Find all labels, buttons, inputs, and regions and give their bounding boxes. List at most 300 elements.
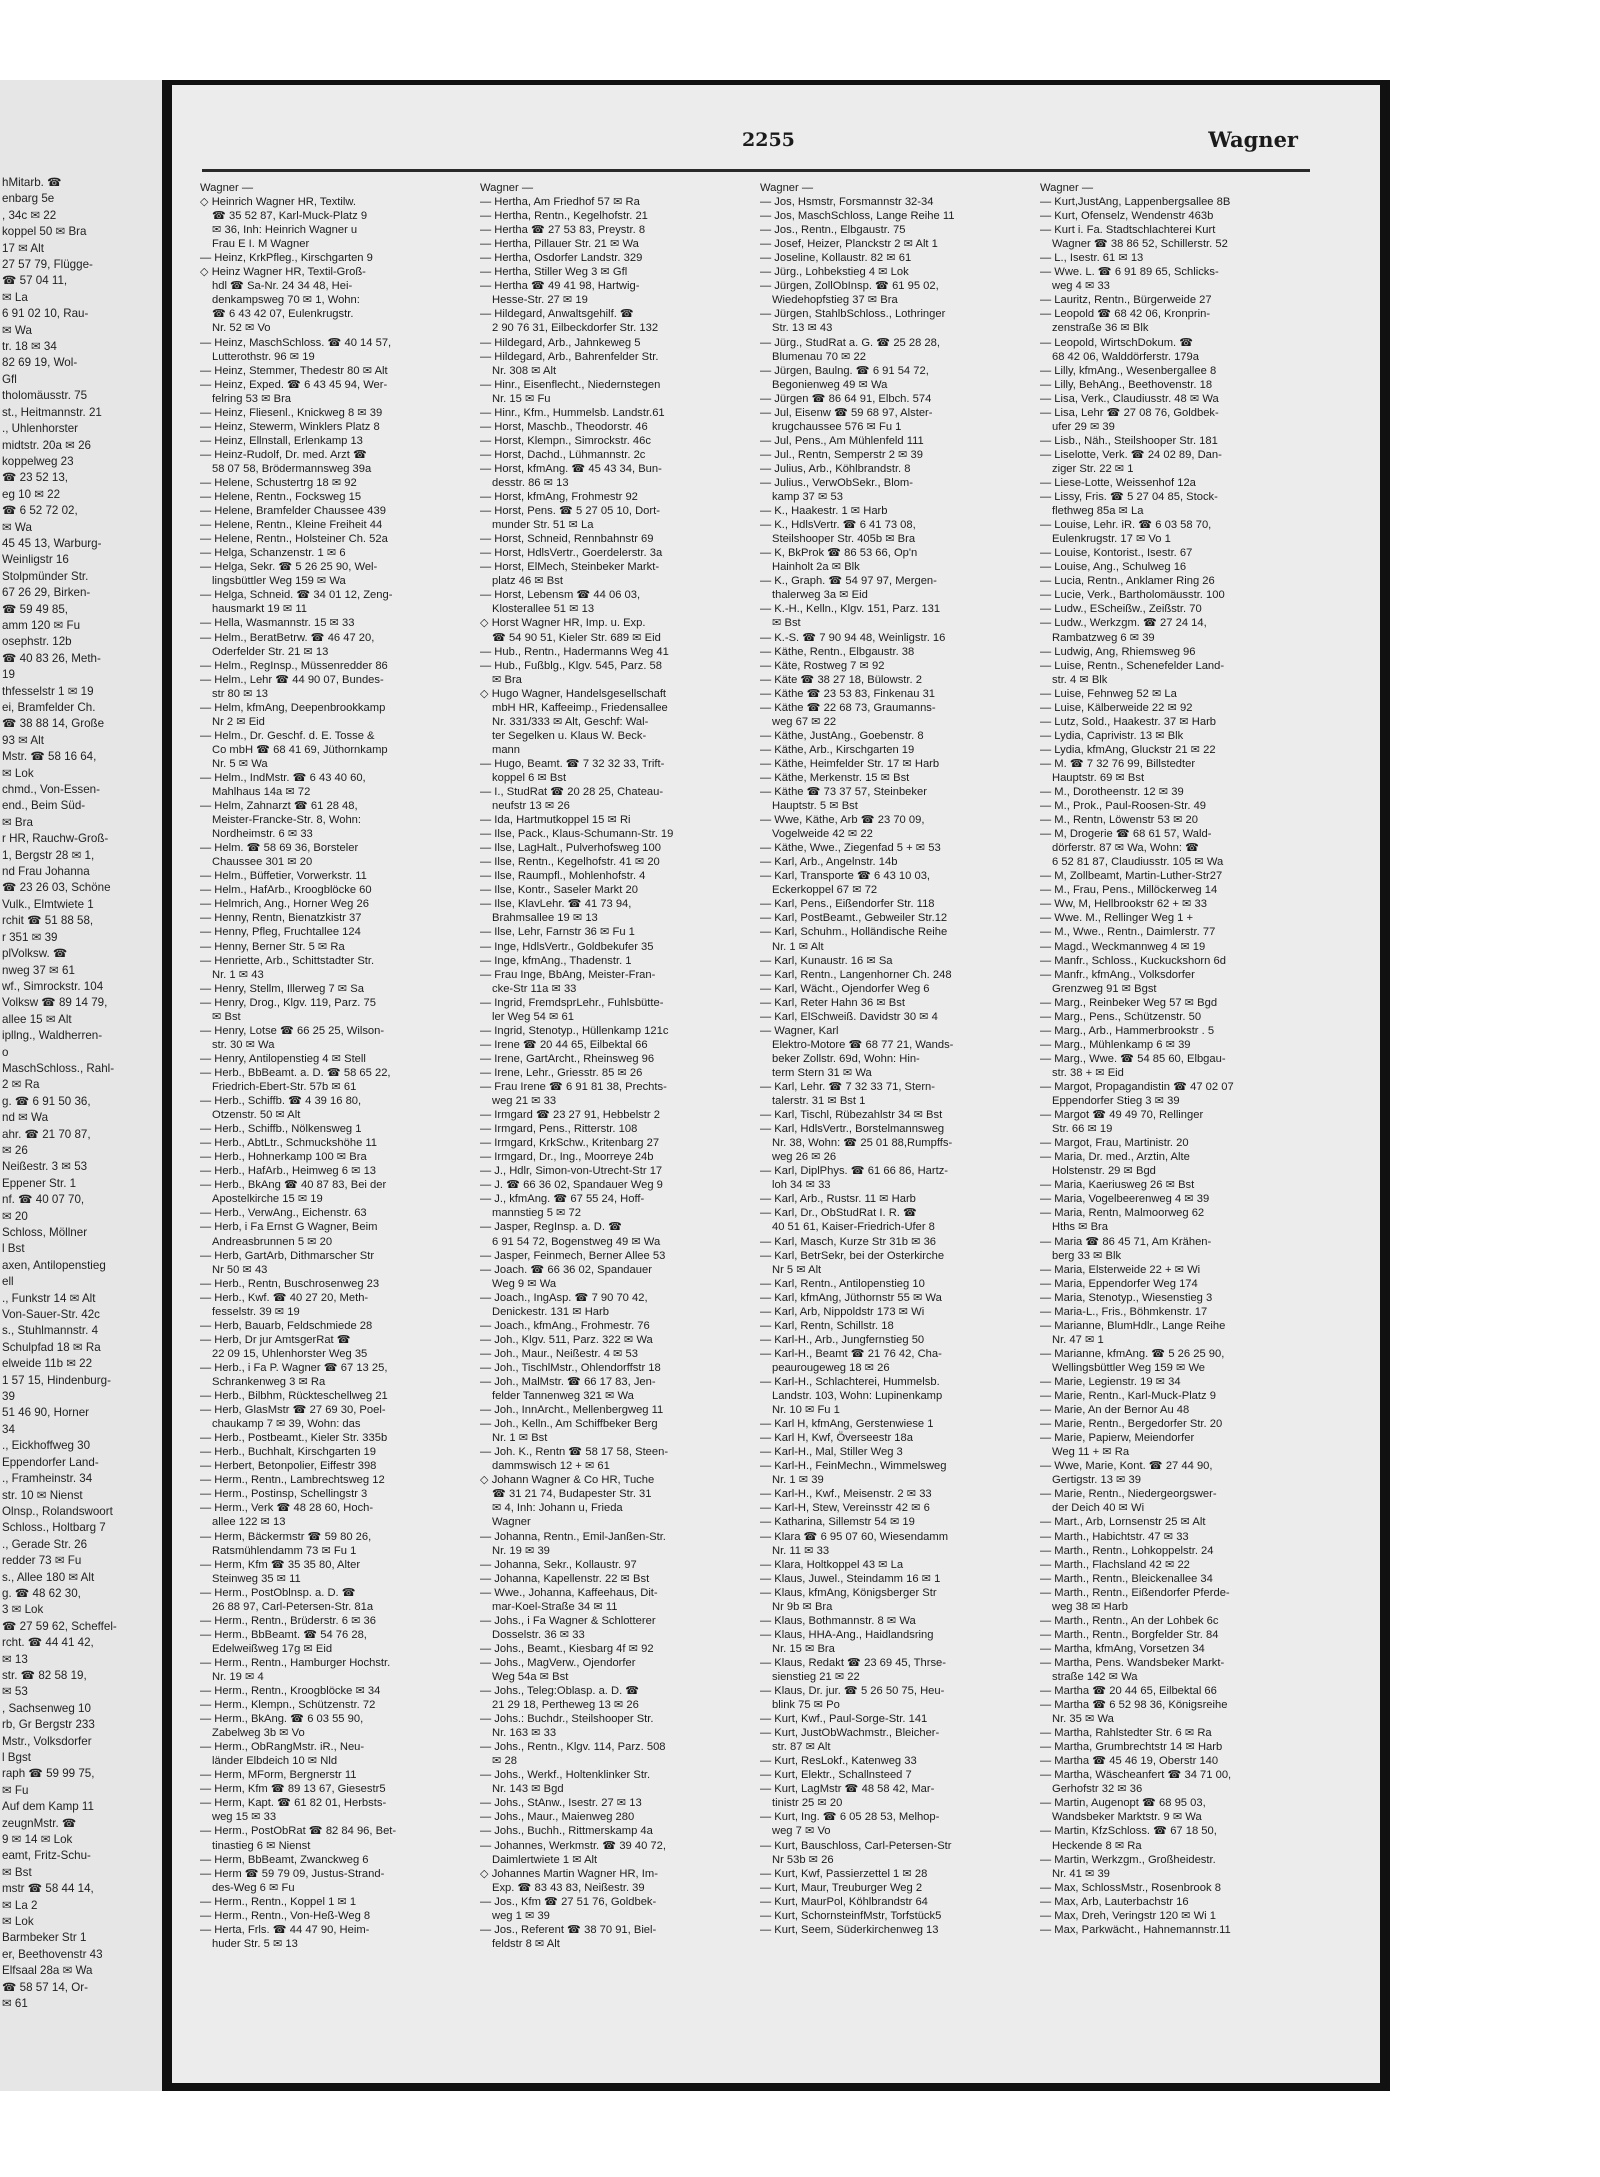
- directory-entry-line: — Joh. K., Rentn ☎ 58 17 58, Steen-: [480, 1446, 669, 1459]
- directory-entry-line: — Karl, Rentn., Langenhorner Ch. 248: [760, 968, 952, 981]
- previous-page-line: ahr. ☎ 21 70 87,: [2, 1127, 91, 1141]
- directory-entry-line: — Margot, Frau, Martinistr. 20: [1040, 1137, 1189, 1150]
- directory-entry-line: ✉ 4, Inh: Johann u, Frieda: [492, 1502, 623, 1515]
- directory-entry-line: — Käthe, Arb., Kirschgarten 19: [760, 743, 915, 756]
- directory-entry-line: — Hella, Wasmannstr. 15 ✉ 33: [200, 617, 355, 630]
- directory-entry-line: — Heinz, Ellnstall, Erlenkamp 13: [200, 434, 363, 447]
- directory-entry-line: ✉ Bst: [772, 617, 801, 630]
- directory-entry-line: Str. 66 ✉ 19: [1052, 1123, 1113, 1136]
- directory-entry-line: Nr. 19 ✉ 4: [212, 1670, 264, 1683]
- directory-entry-line: — Johs., MagVerw., Ojendorfer: [480, 1656, 636, 1669]
- directory-entry-line: ◇ Hugo Wagner, Handelsgesellschaft: [480, 687, 667, 700]
- directory-entry-line: loh 34 ✉ 33: [772, 1179, 831, 1192]
- previous-page-line: MaschSchloss., Rahl-: [2, 1061, 115, 1075]
- directory-entry-line: — K.-S. ☎ 7 90 94 48, Weinligstr. 16: [760, 631, 946, 644]
- previous-page-line: 51 46 90, Horner: [2, 1406, 90, 1420]
- directory-entry-line: 26 88 97, Carl-Petersen-Str. 81a: [212, 1600, 374, 1613]
- directory-entry-line: — Marie, Rentn., Niedergeorgswer-: [1040, 1488, 1217, 1501]
- directory-entry-line: — Herm., Klempn., Schützenstr. 72: [200, 1699, 376, 1712]
- previous-page-line: ✉ Lok: [2, 1915, 34, 1929]
- directory-entry-line: — Herm, Kfm ☎ 89 13 67, Giesestr5: [200, 1783, 386, 1796]
- directory-entry-line: Nr 53b ✉ 26: [772, 1853, 834, 1866]
- directory-entry-line: — Wwe. L. ☎ 6 91 89 65, Schlicks-: [1040, 266, 1219, 279]
- directory-entry-line: koppel 6 ✉ Bst: [492, 771, 567, 784]
- directory-entry-line: — Karl, Tischl, Rübezahlstr 34 ✉ Bst: [760, 1109, 943, 1122]
- previous-page-line: ✉ Lok: [2, 766, 34, 780]
- previous-page-line: 82 69 19, Wol-: [2, 356, 78, 370]
- directory-page: [172, 85, 1380, 2083]
- directory-entry-line: — Klaus, Redakt ☎ 23 69 45, Thrse-: [760, 1656, 946, 1669]
- directory-entry-line: str. 4 ✉ Blk: [1052, 673, 1108, 686]
- directory-entry-line: des-Weg 6 ✉ Fu: [212, 1881, 295, 1894]
- directory-entry-line: — Karl H, Kwf, Överseestr 18a: [760, 1432, 913, 1445]
- column-1: [200, 181, 482, 1951]
- directory-entry-line: — Horst, Pens. ☎ 5 27 05 10, Dort-: [480, 505, 660, 518]
- directory-entry-line: — Henny, Berner Str. 5 ✉ Ra: [200, 940, 345, 953]
- previous-page-line: ☎ 38 88 14, Große: [2, 717, 105, 731]
- directory-entry-line: Otzenstr. 50 ✉ Alt: [212, 1109, 301, 1122]
- directory-entry-line: — Julius., VerwObSekr., Blom-: [760, 476, 913, 489]
- previous-page-line: Mstr. ☎ 58 16 64,: [2, 750, 97, 764]
- previous-page-line: nweg 37 ✉ 61: [2, 963, 75, 977]
- directory-entry-line: — Hertha, Rentn., Kegelhofstr. 21: [480, 210, 648, 223]
- directory-entry-line: — Käthe, Wwe., Ziegenfad 5 + ✉ 53: [760, 842, 941, 855]
- directory-entry-line: — Jul, Pens., Am Mühlenfeld 111: [760, 434, 924, 447]
- previous-page-line: ✉ 13: [2, 1652, 28, 1666]
- directory-entry-line: — Martha ☎ 20 44 65, Eilbektal 66: [1040, 1685, 1217, 1698]
- directory-entry-line: — Frau Irene ☎ 6 91 81 38, Prechts-: [480, 1081, 667, 1093]
- previous-page-line: st., Heitmannstr. 21: [2, 405, 102, 419]
- directory-entry-line: — Klaus, kfmAng, Königsberger Str: [760, 1586, 937, 1599]
- previous-page-line: 17 ✉ Alt: [2, 241, 44, 255]
- directory-entry-line: ◇ Horst Wagner HR, Imp. u. Exp.: [480, 617, 646, 630]
- directory-entry-line: — Henny, Rentn, Bienatzkistr 37: [200, 912, 362, 925]
- directory-entry-line: — Max, SchlossMstr., Rosenbrook 8: [1040, 1881, 1221, 1894]
- directory-entry-line: — Herm., BkAng. ☎ 6 03 55 90,: [200, 1713, 364, 1726]
- directory-entry-line: — Klara ☎ 6 95 07 60, Wiesendamm: [760, 1530, 949, 1543]
- previous-page-line: axen, Antilopenstieg: [2, 1258, 106, 1272]
- directory-entry-line: fesselstr. 39 ✉ 19: [212, 1305, 300, 1318]
- directory-entry-line: — Herb., Hohnerkamp 100 ✉ Bra: [200, 1151, 367, 1164]
- directory-entry-line: — Lissy, Fris. ☎ 5 27 04 85, Stock-: [1040, 491, 1218, 504]
- directory-entry-line: — Heinz, Exped. ☎ 6 43 45 94, Wer-: [200, 378, 388, 391]
- previous-page-line: ☎ 6 52 72 02,: [2, 504, 78, 518]
- page-number: 2255: [742, 129, 795, 151]
- directory-entry-line: — Helm., Dr. Geschf. d. E. Tosse &: [200, 729, 375, 742]
- directory-entry-line: — Herb, i Fa Ernst G Wagner, Beim: [200, 1221, 378, 1234]
- directory-entry-line: str 80 ✉ 13: [212, 687, 269, 700]
- directory-entry-line: — Horst, Dachd., Lühmannstr. 2c: [480, 448, 646, 461]
- directory-entry-line: — Hinr., Eisenflecht., Niedernstegen: [480, 378, 661, 391]
- directory-entry-line: — Lisa, Lehr ☎ 27 08 76, Goldbek-: [1040, 406, 1219, 419]
- directory-entry-line: — Inge, HdlsVertr., Goldbekufer 35: [480, 940, 654, 953]
- directory-entry-line: — Louise, Kontorist., Isestr. 67: [1040, 547, 1193, 560]
- directory-entry-line: — Jasper, Feinmech, Berner Allee 53: [480, 1249, 666, 1262]
- previous-page-line: amm 120 ✉ Fu: [2, 618, 81, 632]
- directory-entry-line: — Henry, Stellm, Illerweg 7 ✉ Sa: [200, 982, 364, 995]
- directory-entry-line: 22 09 15, Uhlenhorster Weg 35: [212, 1347, 368, 1360]
- directory-entry-line: — Maria, Rentn, Malmoorweg 62: [1040, 1207, 1205, 1220]
- directory-entry-line: — Helene, Rentn., Kleine Freiheit 44: [200, 519, 383, 532]
- directory-entry-line: — Johs., Rentn., Klgv. 114, Parz. 508: [480, 1741, 666, 1754]
- directory-entry-line: — Johs.: Buchdr., Steilshooper Str.: [480, 1713, 654, 1726]
- directory-entry-line: — Helm, kfmAng, Deepenbrookkamp: [200, 701, 386, 714]
- directory-entry-line: — Karl, Masch, Kurze Str 31b ✉ 36: [760, 1235, 937, 1248]
- directory-entry-line: — Karl, Kunaustr. 16 ✉ Sa: [760, 954, 893, 967]
- running-keyword: Wagner: [1208, 127, 1298, 152]
- previous-page-line: wf., Simrockstr. 104: [2, 979, 104, 993]
- directory-entry-line: — Henry, Drog., Klgv. 119, Parz. 75: [200, 996, 376, 1009]
- directory-entry-line: — Maria-L., Fris., Böhmkenstr. 17: [1040, 1305, 1208, 1318]
- directory-entry-line: — Jürgen, Baulng. ☎ 6 91 54 72,: [760, 364, 929, 377]
- directory-entry-line: — Herm, Kapt. ☎ 61 82 01, Herbsts-: [200, 1797, 387, 1810]
- directory-entry-line: — Marie, Legienstr. 19 ✉ 34: [1040, 1375, 1181, 1388]
- directory-entry-line: dörferstr. 87 ✉ Wa, Wohn: ☎: [1052, 842, 1200, 855]
- directory-entry-line: weg 21 ✉ 33: [492, 1095, 557, 1108]
- directory-entry-line: — Herb., Schiffb., Nölkensweg 1: [200, 1123, 362, 1136]
- directory-entry-line: — Herb., Bilbhm, Rückteschellweg 21: [200, 1390, 388, 1403]
- directory-entry-line: hdl ☎ Sa-Nr. 24 34 48, Hei-: [212, 280, 353, 293]
- directory-entry-line: Nr 9b ✉ Bra: [772, 1600, 833, 1613]
- directory-entry-line: — Herb., VerwAng., Eichenstr. 63: [200, 1207, 367, 1220]
- directory-entry-line: Steinweg 35 ✉ 11: [212, 1572, 301, 1585]
- directory-entry-line: Steilshooper Str. 405b ✉ Bra: [772, 533, 916, 546]
- directory-entry-line: — Karl, Arb., Rustsr. 11 ✉ Harb: [760, 1193, 916, 1206]
- directory-entry-line: — Ilse, Raumpfl., Mohlenhofstr. 4: [480, 870, 646, 883]
- directory-entry-line: — Luise, Rentn., Schenefelder Land-: [1040, 659, 1225, 672]
- previous-page-line: Barmbeker Str 1: [2, 1931, 87, 1945]
- directory-entry-line: Weg 9 ✉ Wa: [492, 1277, 557, 1290]
- directory-entry-line: — Marie, An der Bernor Au 48: [1040, 1404, 1190, 1417]
- directory-entry-line: — M. ☎ 7 32 76 99, Billstedter: [1040, 757, 1196, 770]
- directory-entry-line: — Helmrich, Ang., Horner Weg 26: [200, 898, 369, 911]
- directory-entry-line: — Helene, Rentn., Holsteiner Ch. 52a: [200, 533, 388, 546]
- directory-entry-line: peaurougeweg 18 ✉ 26: [772, 1361, 890, 1374]
- directory-entry-line: mannstieg 5 ✉ 72: [492, 1207, 581, 1220]
- previous-page-line: redder 73 ✉ Fu: [2, 1554, 82, 1568]
- directory-entry-line: — Henriette, Arb., Schittstadter Str.: [200, 954, 375, 967]
- directory-entry-line: — Jasper, RegInsp. a. D. ☎: [480, 1221, 623, 1234]
- directory-entry-line: — Herb, GartArb, Dithmarscher Str: [200, 1249, 375, 1262]
- directory-entry-line: berg 33 ✉ Blk: [1052, 1249, 1122, 1262]
- directory-entry-line: Hauptstr. 5 ✉ Bst: [772, 800, 858, 813]
- directory-entry-line: — Johanna, Rentn., Emil-Janßen-Str.: [480, 1530, 666, 1543]
- directory-entry-line: Nr. 52 ✉ Vo: [212, 322, 271, 335]
- directory-entry-line: hausmarkt 19 ✉ 11: [212, 603, 307, 616]
- directory-entry-line: Wagner: [492, 1516, 531, 1529]
- directory-entry-line: — Hugo, Beamt. ☎ 7 32 32 33, Trift-: [480, 757, 665, 770]
- directory-entry-line: — Irmgard, Dr., Ing., Moorreye 24b: [480, 1151, 654, 1164]
- directory-entry-line: — Klaus, HHA-Ang., Haidlandsring: [760, 1628, 934, 1641]
- directory-entry-line: — Kurt, Kwf, Passierzettel 1 ✉ 28: [760, 1867, 928, 1880]
- previous-page-line: g. ☎ 6 91 50 36,: [2, 1094, 91, 1108]
- directory-entry-line: — Herb., Schiffb. ☎ 4 39 16 80,: [200, 1095, 362, 1108]
- directory-entry-line: — Marianne, kfmAng. ☎ 5 26 25 90,: [1040, 1347, 1225, 1360]
- directory-entry-line: Denickestr. 131 ✉ Harb: [492, 1305, 609, 1318]
- directory-entry-line: — Heinz-Rudolf, Dr. med. Arzt ☎: [200, 448, 367, 461]
- directory-entry-line: — Marie, Rentn., Bergedorfer Str. 20: [1040, 1418, 1223, 1431]
- directory-entry-line: — Lucia, Rentn., Anklamer Ring 26: [1040, 575, 1215, 588]
- previous-page-line: 39: [2, 1390, 15, 1404]
- previous-page-line: Schulpfad 18 ✉ Ra: [2, 1340, 101, 1354]
- directory-entry-line: allee 122 ✉ 13: [212, 1516, 286, 1529]
- directory-entry-line: Hths ✉ Bra: [1052, 1221, 1109, 1234]
- header-rule: [202, 169, 1310, 172]
- directory-entry-line: Nr. 38, Wohn: ☎ 25 01 88,Rumpffs-: [772, 1137, 953, 1150]
- previous-page-line: ✉ La 2: [2, 1898, 38, 1912]
- directory-entry-line: 40 51 61, Kaiser-Friedrich-Ufer 8: [772, 1221, 935, 1234]
- directory-entry-line: ✉ Bst: [212, 1010, 241, 1023]
- directory-entry-line: — Jürg., StudRat a. G. ☎ 25 28 28,: [760, 336, 940, 349]
- directory-entry-line: — Hertha, Am Friedhof 57 ✉ Ra: [480, 196, 640, 209]
- directory-entry-line: — Helm., Lehr ☎ 44 90 07, Bundes-: [200, 673, 384, 686]
- column-4: [1040, 181, 1322, 1937]
- previous-page-line: Elfsaal 28a ✉ Wa: [2, 1964, 93, 1978]
- directory-entry-line: Exp. ☎ 83 43 83, Neißestr. 39: [492, 1881, 645, 1894]
- directory-entry-line: — Hinr., Kfm., Hummelsb. Landstr.61: [480, 406, 665, 419]
- column-2: [480, 181, 762, 1951]
- previous-page-line: Neißestr. 3 ✉ 53: [2, 1160, 88, 1174]
- directory-entry-line: — Käthe, Heimfelder Str. 17 ✉ Harb: [760, 757, 940, 770]
- directory-entry-line: 68 42 06, Walddörferstr. 179a: [1052, 350, 1199, 363]
- directory-entry-line: blink 75 ✉ Po: [772, 1699, 840, 1712]
- directory-entry-line: — Karl, Rentn., Antilopenstieg 10: [760, 1277, 925, 1290]
- directory-entry-line: — Marth., Rentn., Borgfelder Str. 84: [1040, 1628, 1219, 1641]
- directory-entry-line: — Marianne, BlumHdlr., Lange Reihe: [1040, 1319, 1226, 1332]
- directory-entry-line: — Kurt i. Fa. Stadtschlachterei Kurt: [1040, 224, 1216, 237]
- directory-entry-line: — Hertha, Pillauer Str. 21 ✉ Wa: [480, 238, 639, 251]
- directory-entry-line: — Marth., Rentn., Lohkoppelstr. 24: [1040, 1544, 1214, 1557]
- previous-page-line: raph ☎ 59 99 75,: [2, 1767, 95, 1781]
- directory-entry-line: Wandsbeker Marktstr. 9 ✉ Wa: [1052, 1811, 1202, 1824]
- directory-entry-line: — Herb., BkAng ☎ 40 87 83, Bei der: [200, 1179, 387, 1192]
- directory-entry-line: — Irene, Lehr., Griesstr. 85 ✉ 26: [480, 1066, 643, 1079]
- directory-entry-line: — Karl-H., Beamt ☎ 21 76 42, Cha-: [760, 1347, 942, 1360]
- directory-entry-line: Nr. 5 ✉ Wa: [212, 757, 268, 770]
- directory-entry-line: — Katharina, Sillemstr 54 ✉ 19: [760, 1516, 915, 1529]
- directory-entry-line: — Horst, Lebensm ☎ 44 06 03,: [480, 589, 641, 602]
- previous-page-line: ., Gerade Str. 26: [2, 1537, 88, 1551]
- previous-page-line: r 351 ✉ 39: [2, 930, 58, 944]
- directory-entry-line: — Johs., Werkf., Holtenklinker Str.: [480, 1769, 651, 1782]
- directory-entry-line: — Käthe, Merkenstr. 15 ✉ Bst: [760, 771, 910, 784]
- directory-entry-line: — Johs., Buchh., Rittmerskamp 4a: [480, 1825, 653, 1838]
- directory-entry-line: — Johs., Beamt., Kiesbarg 4f ✉ 92: [480, 1642, 654, 1655]
- directory-entry-line: — Helene, Rentn., Focksweg 15: [200, 491, 362, 504]
- directory-entry-line: — Ilse, Pack., Klaus-Schumann-Str. 19: [480, 828, 674, 841]
- directory-entry-line: — Margot ☎ 49 49 70, Rellinger: [1040, 1109, 1204, 1122]
- directory-entry-line: — Henny, Pfleg, Fruchtallee 124: [200, 926, 361, 939]
- directory-entry-line: ✉ 28: [492, 1755, 517, 1768]
- directory-entry-line: mbH HR, Kaffeeimp., Friedensallee: [492, 701, 668, 714]
- directory-entry-line: — Wwe, Käthe, Arb ☎ 23 70 09,: [760, 814, 925, 827]
- directory-entry-line: — Kurt, Maur, Treuburger Weg 2: [760, 1881, 923, 1894]
- previous-page-line: thfesselstr 1 ✉ 19: [2, 684, 94, 698]
- directory-entry-line: — M., Frau, Pens., Millöckerweg 14: [1040, 884, 1218, 897]
- previous-page-line: Eppendorfer Land-: [2, 1455, 99, 1469]
- previous-page-line: allee 15 ✉ Alt: [2, 1012, 72, 1026]
- directory-entry-line: Heckende 8 ✉ Ra: [1052, 1839, 1142, 1852]
- directory-entry-line: denkampsweg 70 ✉ 1, Wohn:: [212, 294, 360, 307]
- directory-entry-line: ✉ 36, Inh: Heinrich Wagner u: [212, 224, 358, 237]
- previous-page-line: 45 45 13, Warburg-: [2, 536, 102, 550]
- previous-page-line: Schloss., Holtbarg 7: [2, 1521, 106, 1535]
- directory-entry-line: — Maria, Vogelbeerenweg 4 ✉ 39: [1040, 1193, 1210, 1206]
- directory-entry-line: Wellingsbüttler Weg 159 ✉ We: [1052, 1361, 1206, 1374]
- directory-entry-line: felring 53 ✉ Bra: [212, 392, 292, 405]
- directory-entry-line: — Kurt, JustObWachmstr., Bleicher-: [760, 1727, 940, 1740]
- directory-entry-line: — Herm., PostOblnsp. a. D. ☎: [200, 1586, 356, 1599]
- directory-entry-line: ☎ 31 21 74, Budapester Str. 31: [492, 1488, 652, 1501]
- previous-page-line: Olnsp., Rolandswoort: [2, 1504, 113, 1518]
- directory-entry-line: — Maria, Kaeriusweg 26 ✉ Bst: [1040, 1179, 1195, 1192]
- directory-entry-line: — Ww, M, Hellbrookstr 62 + ✉ 33: [1040, 898, 1207, 911]
- directory-entry-line: — J., Hdlr, Simon-von-Utrecht-Str 17: [480, 1165, 663, 1178]
- directory-entry-line: — Herta, Frls. ☎ 44 47 90, Heim-: [200, 1923, 370, 1936]
- previous-page-line: Eppener Str. 1: [2, 1176, 77, 1190]
- directory-entry-line: — Martha ☎ 45 46 19, Oberstr 140: [1040, 1755, 1219, 1768]
- directory-entry-line: neufstr 13 ✉ 26: [492, 800, 570, 813]
- previous-page-line: 2 ✉ Ra: [2, 1078, 40, 1092]
- directory-entry-line: Blumenau 70 ✉ 22: [772, 350, 866, 363]
- directory-entry-line: str. 87 ✉ Alt: [772, 1741, 831, 1754]
- previous-page-line: g. ☎ 48 62 30,: [2, 1586, 81, 1600]
- directory-entry-line: — Johs., i Fa Wagner & Schlotterer: [480, 1614, 656, 1627]
- directory-entry-line: Hauptstr. 69 ✉ Bst: [1052, 771, 1145, 784]
- directory-entry-line: — Hildegard, Arb., Jahnkeweg 5: [480, 336, 641, 349]
- directory-entry-line: — Karl-H., Schlachterei, Hummelsb.: [760, 1375, 940, 1388]
- directory-entry-line: Nr. 15 ✉ Fu: [492, 392, 551, 405]
- directory-entry-line: — Kurt, Ing. ☎ 6 05 28 53, Melhop-: [760, 1811, 940, 1824]
- previous-page-line: osephstr. 12b: [2, 635, 72, 649]
- directory-entry-line: Nr. 163 ✉ 33: [492, 1727, 557, 1740]
- directory-entry-line: — Helm., BeratBetrw. ☎ 46 47 20,: [200, 631, 375, 644]
- directory-entry-line: — Jürg., Lohbekstieg 4 ✉ Lok: [760, 266, 909, 279]
- directory-entry-line: ✉ Bra: [492, 673, 522, 686]
- previous-page-line: chmd., Von-Essen-: [2, 783, 100, 797]
- directory-entry-line: — Käthe, JustAng., Goebenstr. 8: [760, 729, 924, 742]
- previous-page-line: Volksw ☎ 89 14 79,: [2, 996, 108, 1010]
- directory-entry-line: — Irmgard, Pens., Ritterstr. 108: [480, 1123, 638, 1136]
- directory-entry-line: — Heinz, Fliesenl., Knickweg 8 ✉ 39: [200, 406, 383, 419]
- directory-entry-line: Apostelkirche 15 ✉ 19: [212, 1193, 323, 1206]
- directory-entry-line: weg 67 ✉ 22: [772, 715, 837, 728]
- directory-entry-line: — Heinz, MaschSchloss. ☎ 40 14 57,: [200, 336, 392, 349]
- directory-entry-line: — Herb., AbtLtr., Schmuckshöhe 11: [200, 1137, 378, 1150]
- directory-entry-line: sienstieg 21 ✉ 22: [772, 1670, 860, 1683]
- directory-entry-line: — Martin, Augenopt ☎ 68 95 03,: [1040, 1797, 1206, 1810]
- directory-entry-line: — Manfr., kfmAng., Volksdorfer: [1040, 968, 1195, 981]
- directory-entry-line: Vogelweide 42 ✉ 22: [772, 828, 873, 841]
- running-head: [172, 129, 1380, 169]
- directory-entry-line: Nr. 1 ✉ 43: [212, 968, 264, 981]
- directory-entry-line: — Karl, Transporte ☎ 6 43 10 03,: [760, 870, 931, 883]
- previous-page-line: ✉ 20: [2, 1209, 28, 1223]
- directory-entry-line: — Inge, kfmAng., Thadenstr. 1: [480, 954, 632, 967]
- previous-page-line: ☎ 23 26 03, Schöne: [2, 881, 111, 895]
- previous-page-line: ✉ 26: [2, 1143, 28, 1157]
- directory-entry-line: — Horst, ElMech, Steinbeker Markt-: [480, 561, 660, 574]
- column-3: [760, 181, 1042, 1937]
- directory-entry-line: — Herb., Postbeamt., Kieler Str. 335b: [200, 1432, 388, 1445]
- directory-entry-line: Gerhofstr 32 ✉ 36: [1052, 1783, 1143, 1796]
- directory-entry-line: — K, BkProk ☎ 86 53 66, Op'n: [760, 547, 918, 560]
- directory-entry-line: — Lydia, kfmAng, Gluckstr 21 ✉ 22: [1040, 743, 1216, 756]
- previous-page-line: ipllng., Waldherren-: [2, 1029, 103, 1043]
- directory-entry-line: — Heinz, Stemmer, Thedestr 80 ✉ Alt: [200, 364, 388, 377]
- directory-entry-line: Weg 54a ✉ Bst: [492, 1670, 569, 1683]
- previous-page-line: Stolpmünder Str.: [2, 569, 89, 583]
- directory-entry-line: — Maria, Dr. med., Arztin, Alte: [1040, 1151, 1190, 1164]
- previous-page-line: ✉ La: [2, 290, 28, 304]
- previous-page-line: s., Allee 180 ✉ Alt: [2, 1570, 95, 1584]
- directory-entry-line: — Marth., Habichtstr. 47 ✉ 33: [1040, 1530, 1189, 1543]
- directory-entry-line: — Karl, PostBeamt., Gebweiler Str.12: [760, 912, 948, 925]
- directory-entry-line: — Johanna, Kapellenstr. 22 ✉ Bst: [480, 1572, 650, 1585]
- previous-page-line: 19: [2, 668, 15, 682]
- directory-entry-line: — Marie, Rentn., Karl-Muck-Platz 9: [1040, 1390, 1216, 1403]
- directory-entry-line: — Karl, kfmAng, Jüthornstr 55 ✉ Wa: [760, 1291, 942, 1304]
- directory-entry-line: — K., HdlsVertr. ☎ 6 41 73 08,: [760, 519, 916, 532]
- directory-entry-line: Nr. 10 ✉ Fu 1: [772, 1404, 840, 1417]
- directory-entry-line: — Karl, DiplPhys. ☎ 61 66 86, Hartz-: [760, 1165, 949, 1178]
- directory-entry-line: — Luise, Kälberweide 22 ✉ 92: [1040, 701, 1193, 714]
- directory-entry-line: Lutterothstr. 96 ✉ 19: [212, 350, 315, 363]
- directory-entry-line: — Herm, Bäckermstr ☎ 59 80 26,: [200, 1530, 372, 1543]
- directory-entry-line: Dosselstr. 36 ✉ 33: [492, 1628, 585, 1641]
- directory-entry-line: — Marth., Rentn., Bleickenallee 34: [1040, 1572, 1213, 1585]
- previous-page-line: nd Frau Johanna: [2, 865, 90, 879]
- directory-entry-line: Eckerkoppel 67 ✉ 72: [772, 884, 878, 897]
- directory-entry-line: — Jos., Rentn., Elbgaustr. 75: [760, 224, 906, 237]
- directory-entry-line: weg 4 ✉ 33: [1052, 280, 1110, 293]
- directory-entry-line: str. 38 + ✉ Eid: [1052, 1066, 1124, 1079]
- directory-entry-line: — Wagner, Karl: [760, 1024, 839, 1037]
- directory-entry-line: — Klara, Holtkoppel 43 ✉ La: [760, 1558, 904, 1571]
- directory-entry-line: chaukamp 7 ✉ 39, Wohn: das: [212, 1418, 361, 1431]
- directory-entry-line: ◇ Johannes Martin Wagner HR, Im-: [480, 1867, 658, 1880]
- directory-entry-line: — Mart., Arb, Lornsenstr 25 ✉ Alt: [1040, 1516, 1206, 1529]
- directory-entry-line: — Johanna, Sekr., Kollaustr. 97: [480, 1558, 637, 1571]
- directory-entry-line: — I., StudRat ☎ 20 28 25, Chateau-: [480, 786, 664, 799]
- directory-entry-line: flethweg 85a ✉ La: [1052, 505, 1144, 518]
- previous-page-line: mstr ☎ 58 44 14,: [2, 1882, 94, 1896]
- directory-entry-line: — Marg., Mühlenkamp 6 ✉ 39: [1040, 1038, 1191, 1051]
- directory-entry-line: — Helm, Zahnarzt ☎ 61 28 48,: [200, 800, 358, 813]
- previous-page-line: Vulk., Elmtwiete 1: [2, 897, 94, 911]
- previous-page-line: 27 57 79, Flügge-: [2, 258, 93, 272]
- directory-entry-line: — Horst, Schneid, Rennbahnstr 69: [480, 533, 654, 546]
- directory-entry-line: — Irene, GartArcht., Rheinsweg 96: [480, 1052, 655, 1065]
- directory-entry-line: Gertigstr. 13 ✉ 39: [1052, 1474, 1141, 1487]
- directory-entry-line: — Kurt, MaurPol, Köhlbrandstr 64: [760, 1895, 928, 1908]
- directory-entry-line: — Kurt, ResLokf., Katenweg 33: [760, 1755, 917, 1768]
- directory-entry-line: Nr. 1 ✉ Bst: [492, 1432, 548, 1445]
- directory-entry-line: — Joh., Klgv. 511, Parz. 322 ✉ Wa: [480, 1333, 653, 1346]
- directory-entry-line: — Henry, Antilopenstieg 4 ✉ Stell: [200, 1052, 366, 1065]
- directory-entry-line: platz 46 ✉ Bst: [492, 575, 563, 588]
- directory-entry-line: — Johs., Teleg:Oblasp. a. D. ☎: [480, 1685, 640, 1698]
- directory-entry-line: — Herm., ObRangMstr. iR., Neu-: [200, 1741, 365, 1754]
- directory-entry-line: — M., Wwe., Rentn., Daimlerstr. 77: [1040, 926, 1216, 939]
- directory-entry-line: — Karl H, kfmAng, Gerstenwiese 1: [760, 1418, 934, 1431]
- directory-entry-line: — Horst, Maschb., Theodorstr. 46: [480, 420, 648, 433]
- previous-page-line: ei, Bramfelder Ch.: [2, 701, 96, 714]
- directory-entry-line: Nr 50 ✉ 43: [212, 1263, 268, 1276]
- directory-entry-line: — Kurt, Ofenselz, Wendenstr 463b: [1040, 210, 1214, 223]
- previous-page-line: ., Eickhoffweg 30: [2, 1439, 91, 1453]
- directory-entry-line: — Helm., IndMstr. ☎ 6 43 40 60,: [200, 771, 366, 784]
